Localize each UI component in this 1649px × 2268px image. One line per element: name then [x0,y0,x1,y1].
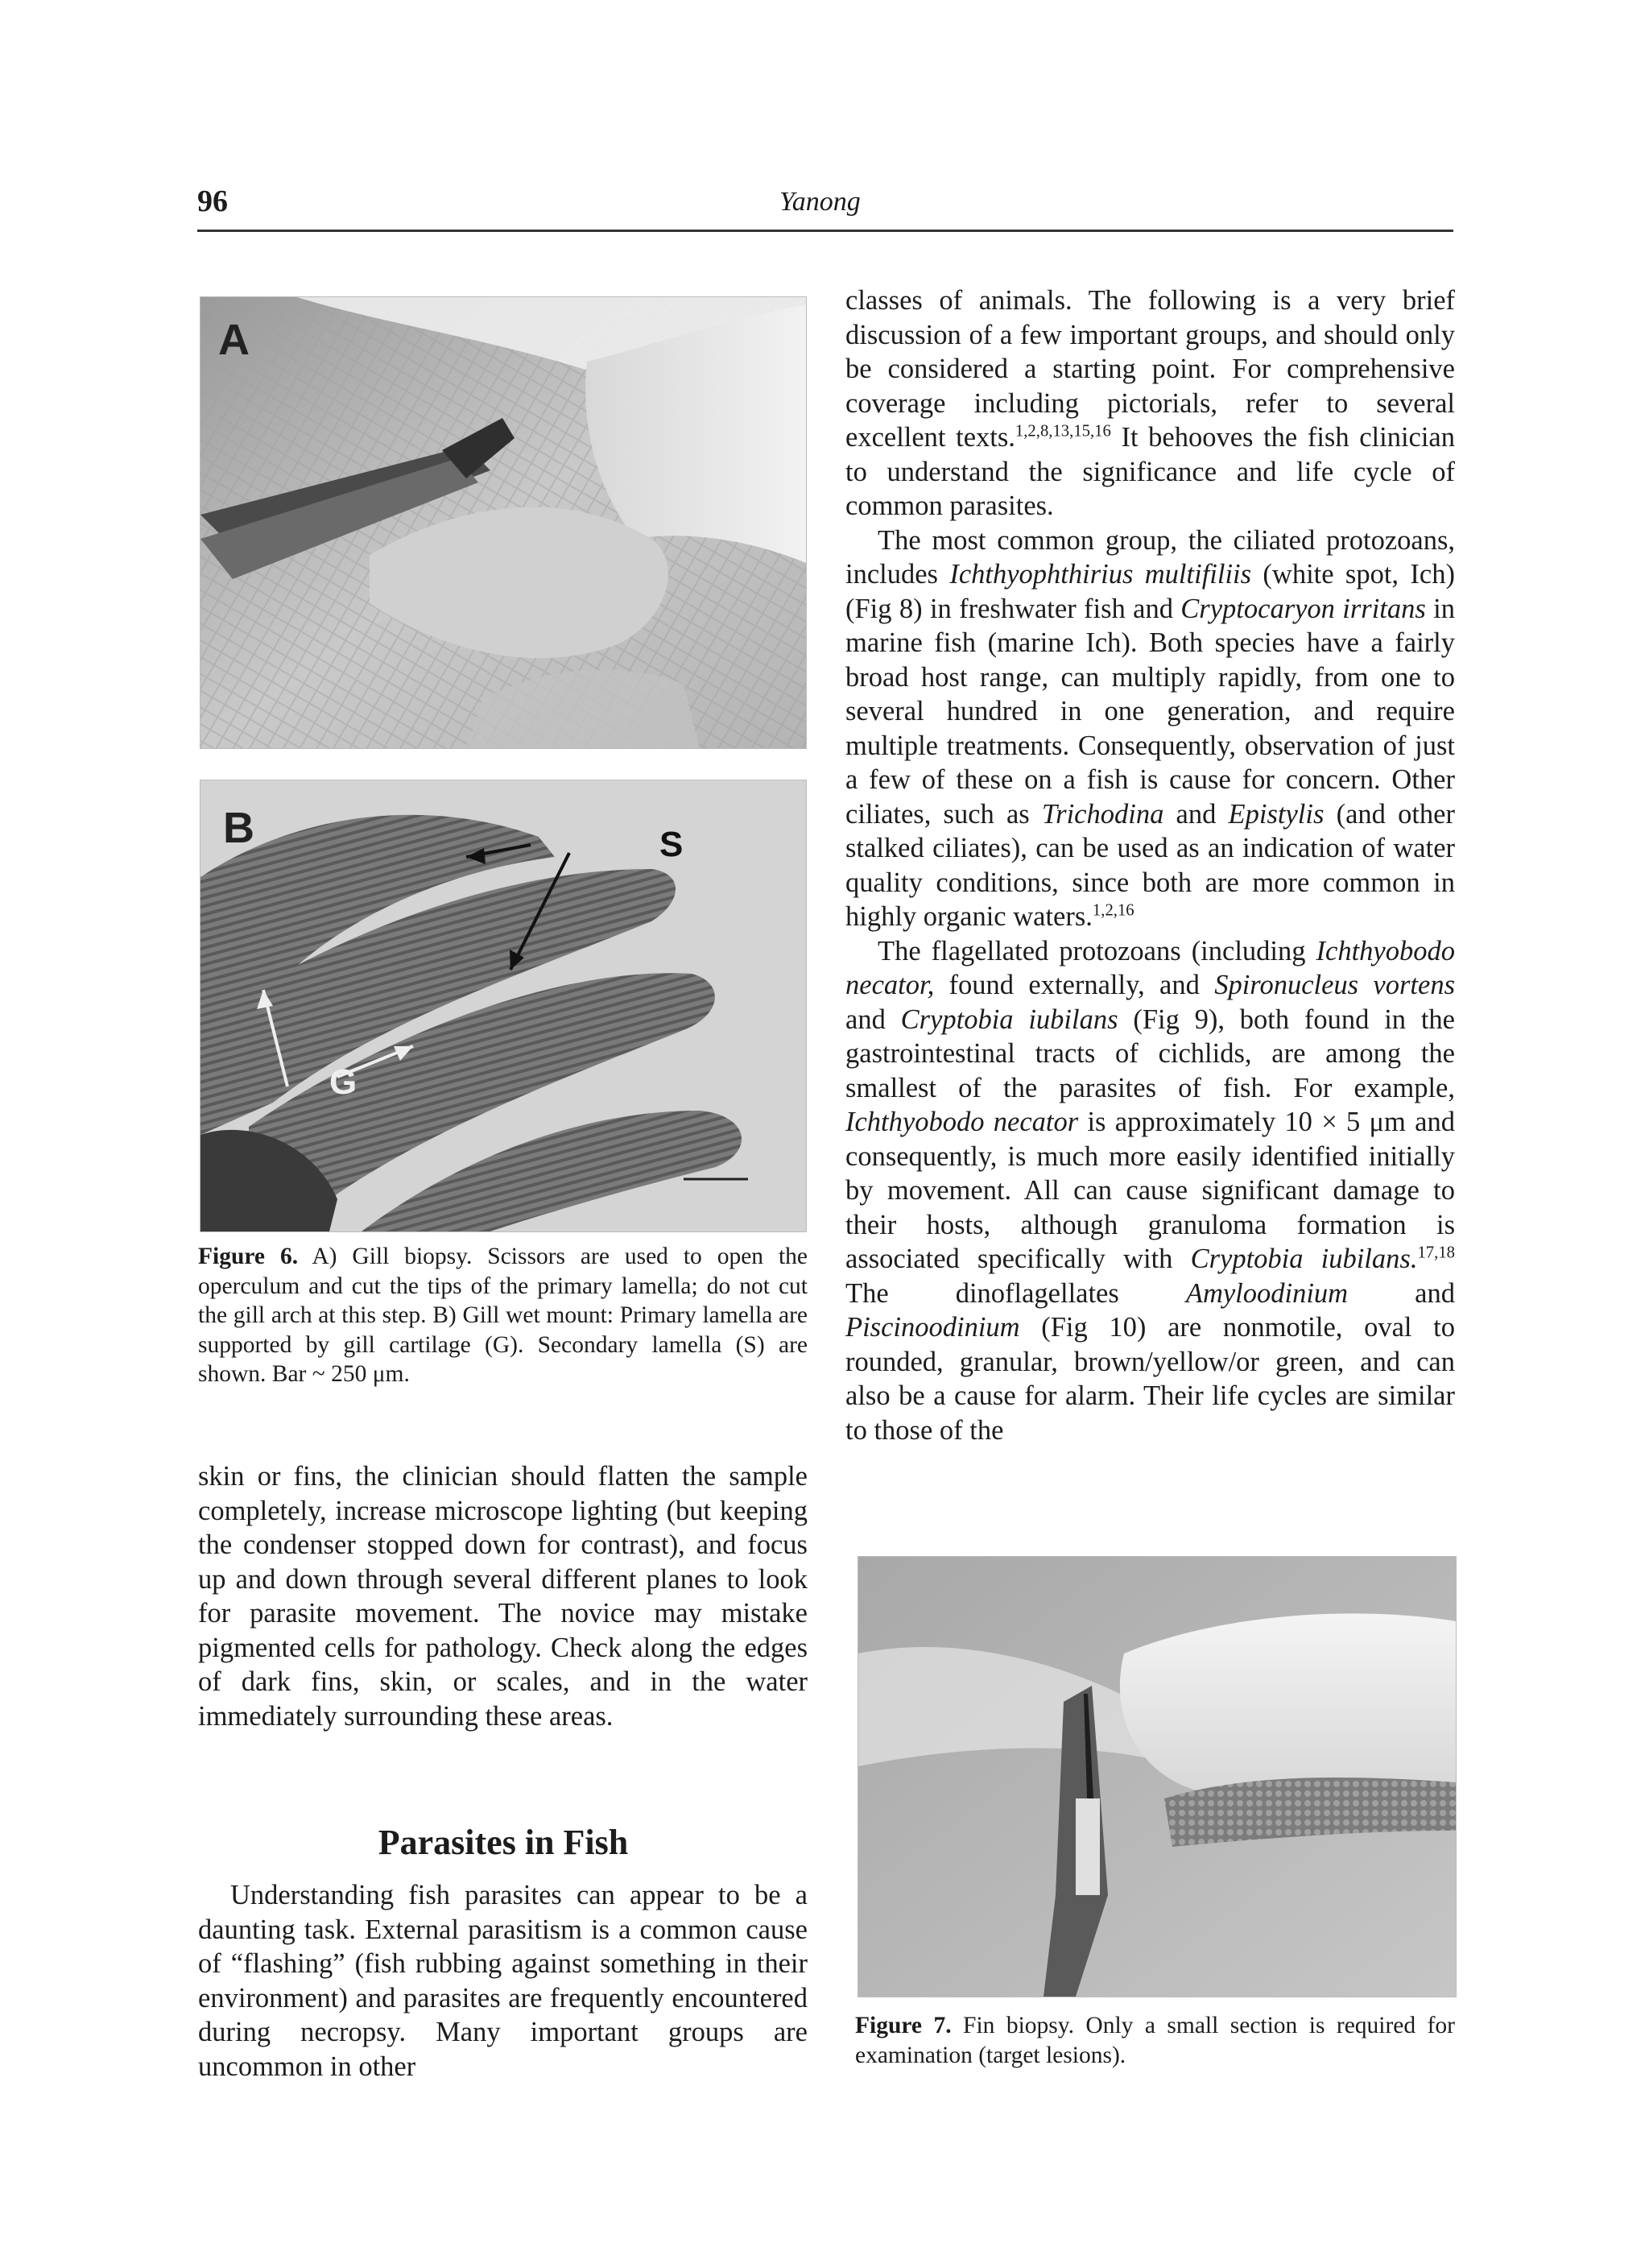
citation: 1,2,16 [1092,901,1134,920]
figure-6-label: Figure 6. [198,1244,299,1269]
citation: 17,18 [1417,1244,1455,1262]
left-column-bottom [198,1878,808,2084]
right-paragraph-2: The most common group, the ciliated protozoans, includes Ichthyophthirius multifiliis (white spot, Ich) (Fig 8) in freshwater fish and Cryptocaryon irritans in marine fish (marine Ich). Both species have a fairly broad host range, can multiply rapidly, from one to several hundred in one generation, and require multiple treatments. Consequently, observation of just a few of these on a fish is cause for concern. Other ciliates, such as Trichodina and Epistylis (and other stalked ciliates), can be used as an indication of water quality conditions, since both are more common in highly organic waters.$^{1,2,16}$ [845,524,1455,932]
figure-7-label: Figure 7. [855,2013,952,2038]
right-paragraph-3: The flagellated protozoans (including Ichthyobodo necator, found externally, and Spironucleus vortens and Cryptobia iubilans (Fig 9), both found in the gastrointestinal tracts of cichlids, are among the smallest of the parasites of fish. For example, Ichthyobodo necator is approximately 10 × 5 μm and consequently, is much more easily identified initially by movement. All can cause significant damage to their hosts, although granuloma formation is associated specifically with Cryptobia iubilans.$^{17,18}$ The dinoflagellates Amyloodinium and Piscinoodinium (Fig 10) are nonmotile, oval to rounded, granular, brown/yellow/or green, and can also be a cause for alarm. Their life cycles are similar to those of the [845,935,1455,1446]
left-paragraph-2: Understanding fish parasites can appear to be a daunting task. External parasitism is a common cause of “flashing” (fish rubbing against something in their environment) and parasites are frequently encountered during necropsy. Many important groups are uncommon in other [198,1880,808,2082]
figure-6a-photo [200,296,807,749]
section-heading: Parasites in Fish [378,1823,629,1862]
header-rule [197,230,1453,232]
label-g: G [329,1062,357,1102]
figure-6-caption [198,1242,808,1389]
left-paragraph-1: skin or fins, the clinician should flatten the sample completely, increase microscope lighting (but keeping the condenser stopped down for contrast), and focus up and down through several different planes to look for parasite movement. The novice may mistake pigmented cells for pathology. Check along the edges of dark fins, skin, or scales, and in the water immediately surrounding these areas. [198,1461,808,1732]
left-column-top [198,1459,808,1733]
figure-7-photo [858,1556,1457,1997]
figure-6b-photo [200,780,807,1232]
right-paragraph-1: classes of animals. The following is a very brief discussion of a few important groups, and should only be considered a starting point. For comprehensive coverage including pictorials, refer to several excellent texts.$^{1,2,8,13,15,16}$ It behooves the fish clinician to understand the significance and life cycle of common parasites. [845,285,1455,521]
label-s: S [659,825,684,864]
right-column [845,284,1455,1447]
figure-7-caption-text: Fin biopsy. Only a small section is required for examination (target lesions). [855,2013,1455,2068]
figure-6-caption-text: A) Gill biopsy. Scissors are used to open the operculum and cut the tips of the primary lamella; do not cut the gill arch at this step. B) Gill wet mount: Primary lamella are supported by gill cartilage (G). Secondary lamella (S) are shown. Bar ~ 250 μm. [198,1244,808,1387]
page-number: 96 [197,184,228,218]
panel-b-letter: B [223,804,254,852]
panel-a-letter: A [218,316,250,364]
citation: 1,2,8,13,15,16 [1015,422,1111,441]
figure-7-caption [855,2011,1455,2070]
running-head: Yanong [779,187,861,217]
